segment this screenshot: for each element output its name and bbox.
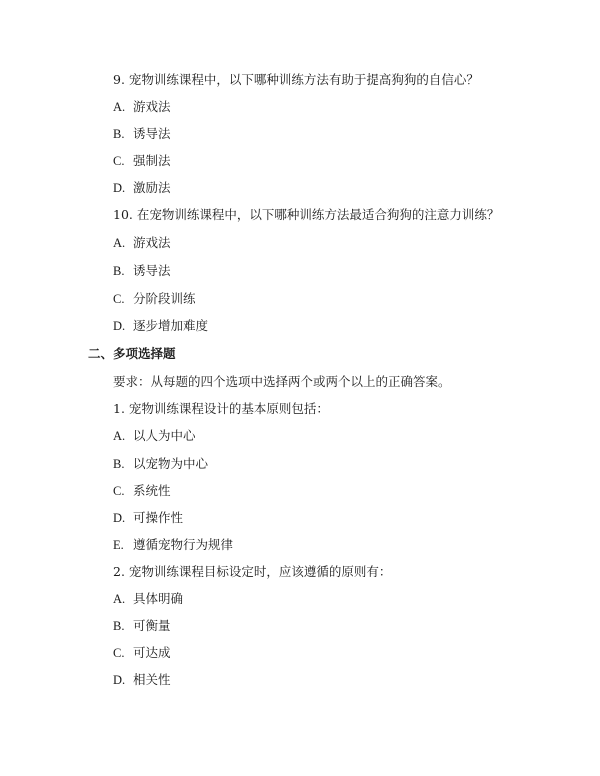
multi-question-1-option-b — [113, 456, 208, 472]
option-letter: D. — [113, 673, 126, 687]
option-letter: C. — [113, 292, 125, 306]
option-letter: D. — [113, 319, 126, 333]
question-9: 9. 宠物训练课程中，以下哪种训练方法有助于提高狗狗的自信心？ — [113, 72, 479, 87]
multi-question-1-option-a — [113, 428, 196, 444]
section-requirement: 要求：从每题的四个选项中选择两个或两个以上的正确答案。 — [113, 374, 451, 389]
question-10: 10. 在宠物训练课程中，以下哪种训练方法最适合狗狗的注意力训练？ — [113, 207, 500, 222]
option-letter: D. — [113, 511, 126, 525]
multi-question-1: 1. 宠物训练课程设计的基本原则包括： — [113, 401, 329, 416]
question-10-option-a — [113, 235, 171, 251]
question-9-option-c — [113, 153, 171, 169]
option-letter: B. — [113, 619, 125, 633]
option-text: 激励法 — [132, 180, 171, 195]
multi-question-2: 2. 宠物训练课程目标设定时，应该遵循的原则有： — [113, 564, 392, 579]
question-10-option-b — [113, 263, 171, 279]
option-text: 可达成 — [132, 645, 171, 660]
section-heading: 二、多项选择题 — [88, 346, 176, 361]
multi-question-1-option-d — [113, 510, 183, 526]
option-letter: B. — [113, 457, 125, 471]
option-text: 遵循宠物行为规律 — [132, 537, 233, 552]
option-text: 分阶段训练 — [132, 291, 196, 306]
option-letter: C. — [113, 154, 125, 168]
option-letter: B. — [113, 127, 125, 141]
option-letter: A. — [113, 236, 126, 250]
option-text: 可衡量 — [132, 618, 171, 633]
question-10-option-d — [113, 318, 208, 334]
option-letter: E. — [113, 538, 124, 552]
option-letter: C. — [113, 484, 125, 498]
question-9-option-a — [113, 99, 171, 115]
option-text: 系统性 — [132, 483, 171, 498]
question-9-option-b — [113, 126, 171, 142]
multi-question-2-option-c — [113, 645, 171, 661]
option-letter: C. — [113, 646, 125, 660]
option-text: 以宠物为中心 — [132, 456, 208, 471]
option-text: 以人为中心 — [132, 428, 196, 443]
option-letter: A. — [113, 100, 126, 114]
question-10-option-c — [113, 291, 196, 307]
option-text: 诱导法 — [132, 263, 171, 278]
multi-question-1-option-e — [113, 537, 233, 553]
question-9-option-d — [113, 180, 171, 196]
multi-question-2-option-b — [113, 618, 171, 634]
option-text: 具体明确 — [132, 591, 183, 606]
option-text: 逐步增加难度 — [132, 318, 208, 333]
option-text: 强制法 — [132, 153, 171, 168]
option-text: 相关性 — [132, 672, 171, 687]
multi-question-1-option-c — [113, 483, 171, 499]
option-letter: A. — [113, 429, 126, 443]
multi-question-2-option-a — [113, 591, 183, 607]
option-text: 可操作性 — [132, 510, 183, 525]
option-letter: B. — [113, 264, 125, 278]
option-letter: D. — [113, 181, 126, 195]
option-text: 游戏法 — [132, 235, 171, 250]
multi-question-2-option-d — [113, 672, 171, 688]
option-text: 诱导法 — [132, 126, 171, 141]
option-letter: A. — [113, 592, 126, 606]
option-text: 游戏法 — [132, 99, 171, 114]
